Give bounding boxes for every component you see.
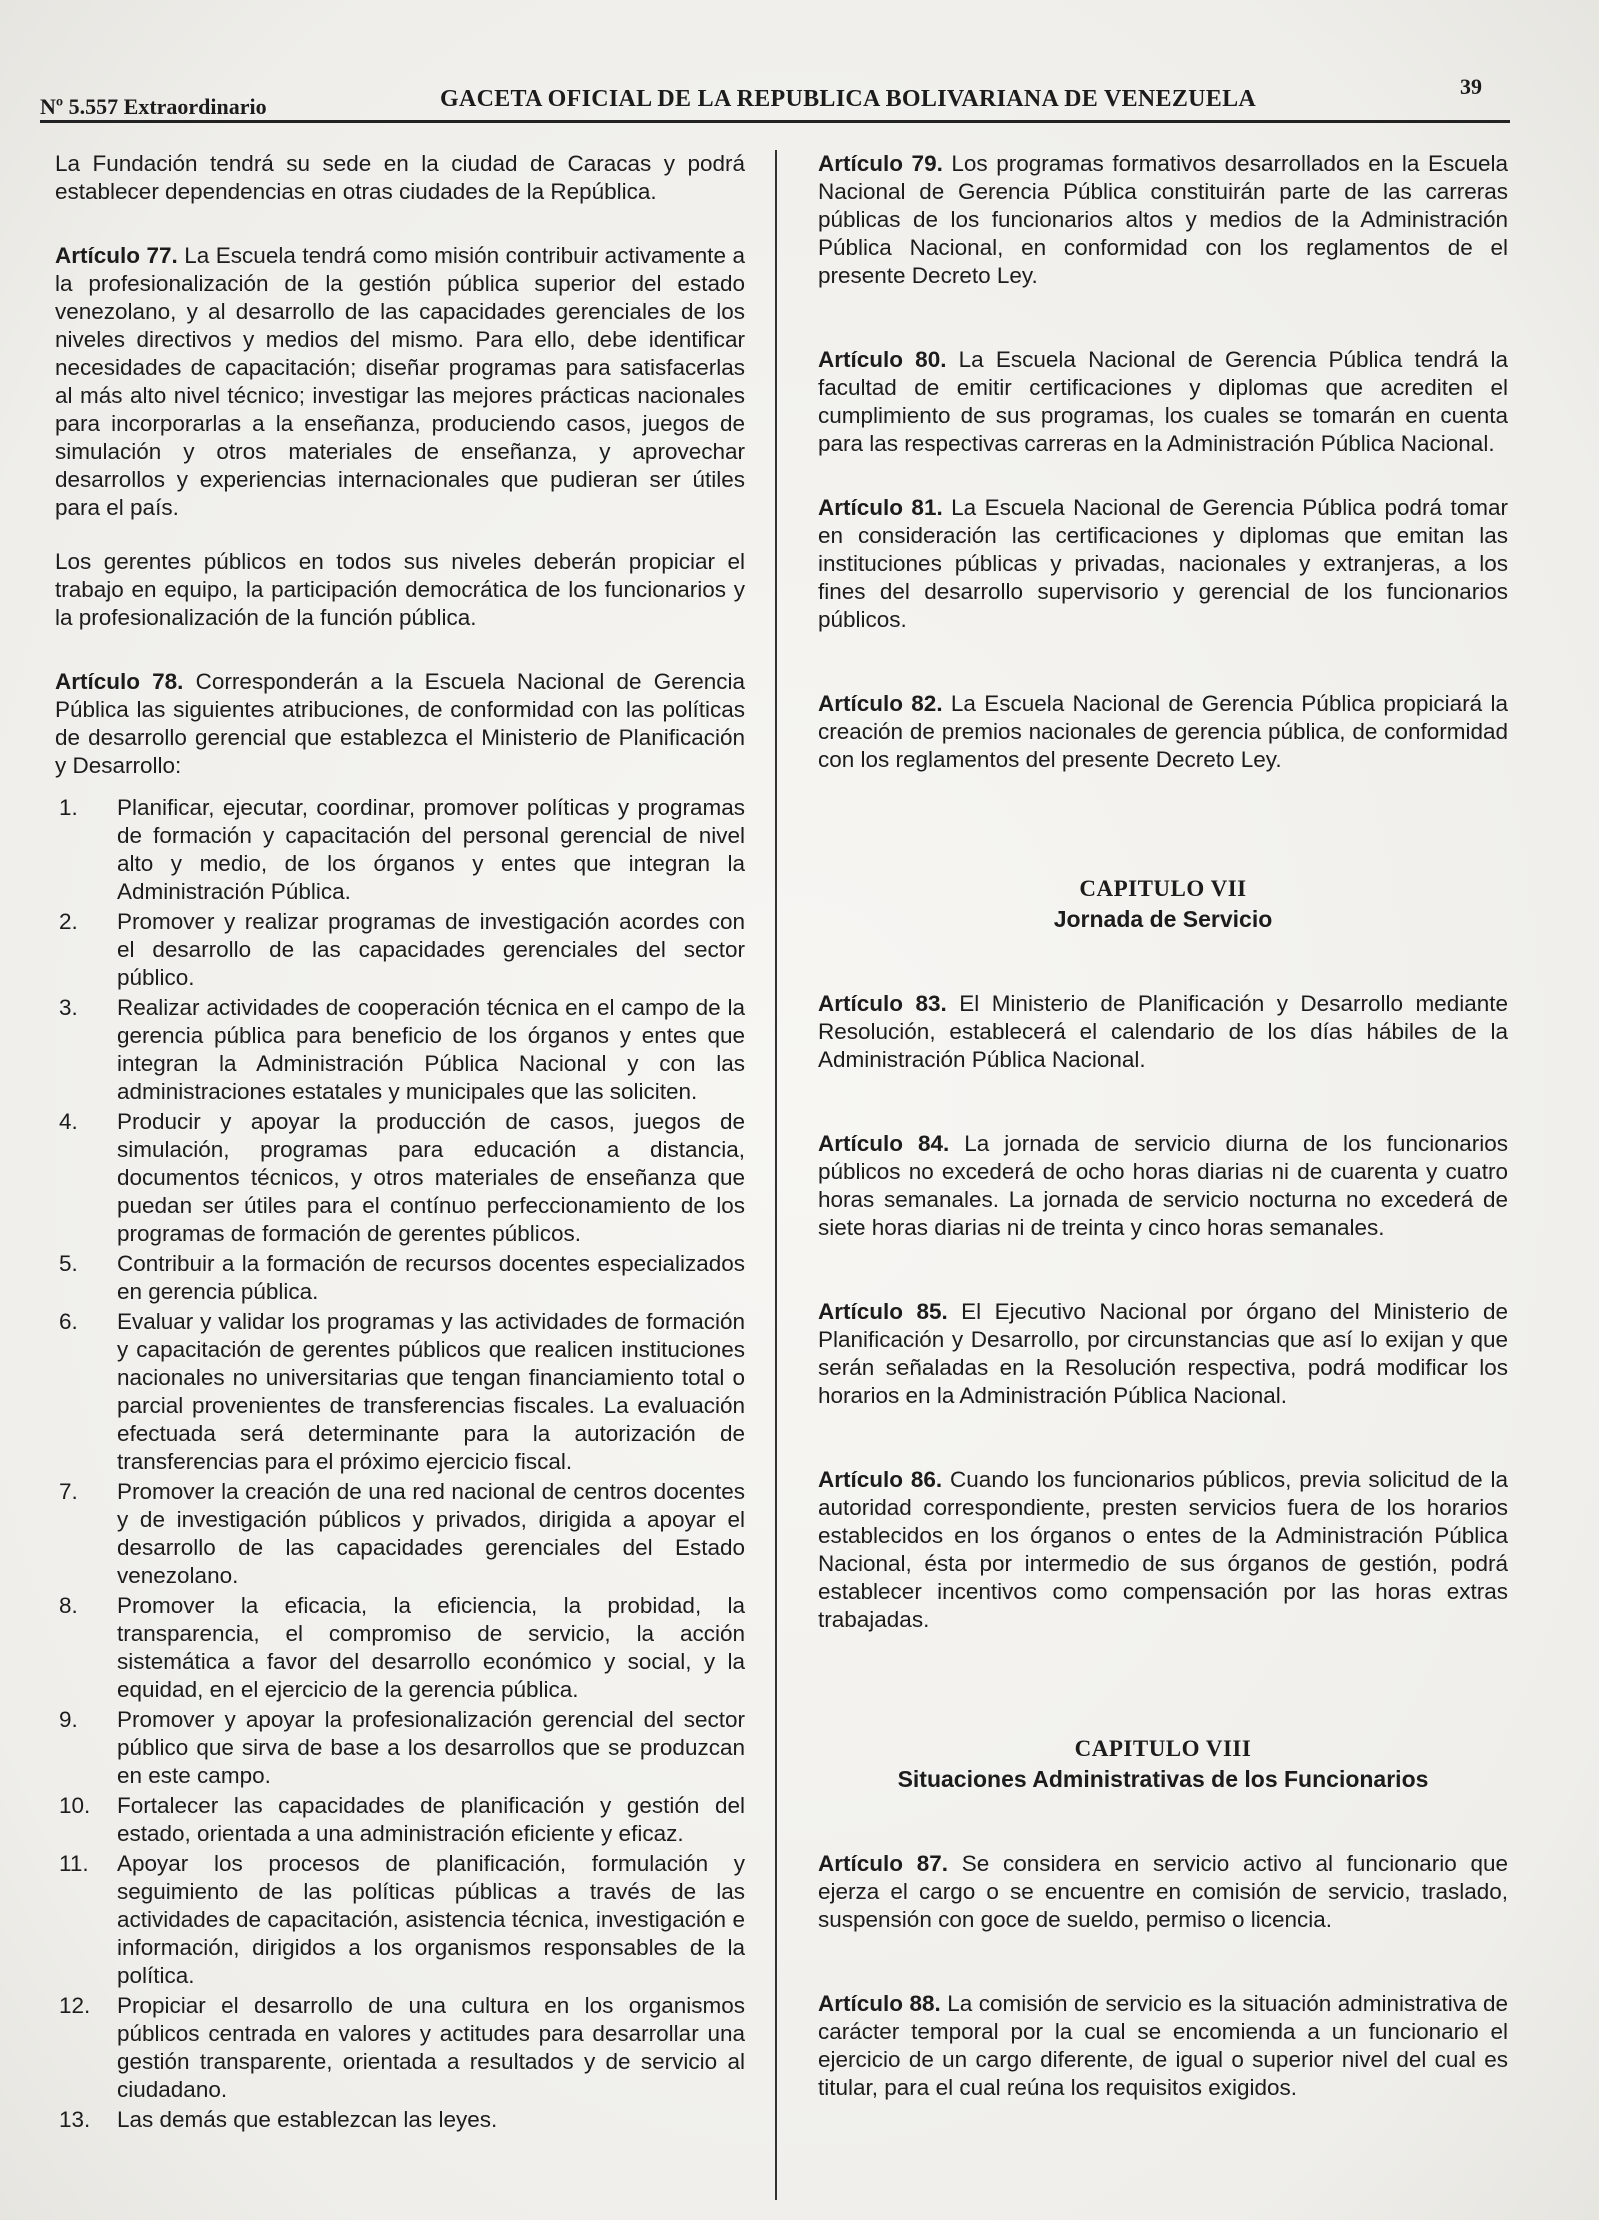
list-item-number: 5. [59,1251,78,1276]
article-83 [818,990,1508,1074]
list-item [55,1850,745,1990]
list-item [55,1250,745,1306]
list-item-number: 6. [59,1309,78,1334]
list-item-text: Promover la eficacia, la eficiencia, la probidad, la transparencia, el compromiso de servicio, la acción sistemática a favor del desarrollo económico y social, y la equidad, en el ejercicio de la gerencia pública. [117,1593,745,1702]
article-88-label: Artículo 88. [818,1991,941,2016]
article-80 [818,346,1508,458]
article-77-paragraph-2: Los gerentes públicos en todos sus niveles deberán propiciar el trabajo en equipo, la participación democrática de los funcionarios y la profesionalización de la función pública. [55,549,745,630]
list-item-number: 1. [59,795,78,820]
article-86-label: Artículo 86. [818,1467,943,1492]
article-84-label: Artículo 84. [818,1131,950,1156]
list-item [55,1308,745,1476]
article-81 [818,494,1508,634]
list-item-number: 10. [59,1793,91,1818]
list-item-text: Fortalecer las capacidades de planificación y gestión del estado, orientada a una administración eficiente y eficaz. [117,1793,745,1846]
chapter-8-number: CAPITULO VIII [1074,1736,1252,1761]
article-80-text: La Escuela Nacional de Gerencia Pública tendrá la facultad de emitir certificaciones y diplomas que acrediten el cumplimiento de sus programas, los cuales se tomarán en cuenta para las respectivas carreras en la Administración Pública Nacional. [818,347,1509,456]
article-88 [818,1990,1508,2102]
article-84-text: La jornada de servicio diurna de los funcionarios públicos no excederá de ocho horas diarias ni de cuarenta y cuatro horas semanales. La jornada de servicio nocturna no excederá de siete horas diarias ni de treinta y cinco horas semanales. [818,1131,1509,1240]
list-item [55,794,745,906]
article-87 [818,1850,1508,1934]
list-item [55,1706,745,1790]
article-81-text: La Escuela Nacional de Gerencia Pública podrá tomar en consideración las certificaciones y diplomas que emitan las instituciones públicas y privadas, nacionales y extranjeras, a los fines del desarrollo supervisorio y gerencial de los funcionarios públicos. [818,495,1509,632]
article-86-text: Cuando los funcionarios públicos, previa solicitud de la autoridad correspondiente, presten servicios fuera de los horarios establecidos en los órganos o entes de la Administración Pública Nacional, ésta por intermedio de sus órganos de gestión, podrá establecer incentivos como compensación por las horas extras trabajadas. [818,1467,1509,1632]
article-79-text: Los programas formativos desarrollados en la Escuela Nacional de Gerencia Pública constituirán parte de las carreras públicas de los funcionarios altos y medios de la Administración Pública Nacional, en conformidad con los reglamentos de el presente Decreto Ley. [818,151,1508,288]
article-80-label: Artículo 80. [818,347,947,372]
column-divider [775,150,777,2200]
list-item-text: Propiciar el desarrollo de una cultura en los organismos públicos centrada en valores y actitudes para desarrollar una gestión transparente, orientada a resultados y de servicio al ciudadano. [117,1993,745,2102]
chapter-8-heading [818,1734,1508,1794]
article-83-text: El Ministerio de Planificación y Desarrollo mediante Resolución, establecerá el calendario de los días hábiles de la Administración Pública Nacional. [818,991,1508,1072]
list-item-number: 4. [59,1109,78,1134]
page-header [40,72,1510,119]
issue-number: Nº 5.557 Extraordinario [40,94,267,119]
article-82-label: Artículo 82. [818,691,943,716]
article-78-text: Corresponderán a la Escuela Nacional de Gerencia Pública las siguientes atribuciones, de conformidad con las políticas de desarrollo gerencial que establezca el Ministerio de Planificación y Desarrollo: [55,669,746,778]
article-79-label: Artículo 79. [818,151,943,176]
chapter-7-number: CAPITULO VII [1079,876,1247,901]
article-85 [818,1298,1508,1410]
list-item-text: Realizar actividades de cooperación técnica en el campo de la gerencia pública para beneficio de los órganos y entes que integran la Administración Pública Nacional y con las administraciones estatales y municipales que las soliciten. [117,995,745,1104]
article-83-label: Artículo 83. [818,991,947,1016]
list-item-text: Evaluar y validar los programas y las actividades de formación y capacitación de gerentes públicos que realicen instituciones nacionales no universitarias que tengan financiamiento total o parcial provenientes de transferencias fiscales. La evaluación efectuada será determinante para la autorización de transferencias para el próximo ejercicio fiscal. [117,1309,745,1474]
gazette-title: GACETA OFICIAL DE LA REPUBLICA BOLIVARIANA DE VENEZUELA [440,86,1257,112]
article-82-text: La Escuela Nacional de Gerencia Pública propiciará la creación de premios nacionales de gerencia pública, de conformidad con los reglamentos del presente Decreto Ley. [818,691,1508,772]
chapter-8-title: Situaciones Administrativas de los Funcionarios [897,1766,1429,1792]
list-item-number: 13. [59,2107,91,2132]
list-item [55,2106,745,2134]
article-86 [818,1466,1508,1634]
article-77-text: La Escuela tendrá como misión contribuir activamente a la profesionalización de la gestión pública superior del estado venezolano, y al desarrollo de las capacidades gerenciales de los niveles directivos y medios del mismo. Para ello, debe identificar necesidades de capacitación; diseñar programas para satisfacerlas al más alto nivel técnico; investigar las mejores prácticas nacionales para incorporarlas a la enseñanza, produciendo casos, juegos de simulación y otros materiales de enseñanza, y aprovechar desarrollos y experiencias internacionales que pudieran ser útiles para el país. [55,243,746,520]
article-85-text: El Ejecutivo Nacional por órgano del Ministerio de Planificación y Desarrollo, por circunstancias que así lo exijan y que serán señaladas en la Resolución respectiva, podrá modificar los horarios en la Administración Pública Nacional. [818,1299,1508,1408]
list-item-number: 8. [59,1593,78,1618]
header-rule [40,120,1510,123]
article-82 [818,690,1508,774]
article-77-label: Artículo 77. [55,243,178,268]
list-item-number: 12. [59,1993,91,2018]
list-item-text: Las demás que establezcan las leyes. [117,2107,498,2132]
list-item-number: 11. [59,1851,89,1876]
article-78-label: Artículo 78. [55,669,184,694]
intro-paragraph: La Fundación tendrá su sede en la ciudad de Caracas y podrá establecer dependencias en otras ciudades de la República. [55,151,745,204]
article-79 [818,150,1508,290]
list-item [55,908,745,992]
article-87-label: Artículo 87. [818,1851,948,1876]
left-column [55,150,745,2136]
list-item [55,994,745,1106]
right-column [818,150,1508,2102]
article-85-label: Artículo 85. [818,1299,948,1324]
article-77 [55,242,745,522]
list-item-text: Contribuir a la formación de recursos docentes especializados en gerencia pública. [117,1251,745,1304]
list-item-number: 7. [59,1479,78,1504]
list-item [55,1992,745,2104]
article-78 [55,668,745,780]
list-item-text: Producir y apoyar la producción de casos, juegos de simulación, programas para educación a distancia, documentos técnicos, y otros materiales de enseñanza que puedan ser útiles para el contínuo perfeccionamiento de los programas de formación de gerentes públicos. [117,1109,745,1246]
chapter-7-heading [818,874,1508,934]
list-item-text: Promover la creación de una red nacional de centros docentes y de investigación públicos y privados, dirigida a apoyar el desarrollo de las capacidades gerenciales del Estado venezolano. [117,1479,745,1588]
list-item-number: 9. [59,1707,78,1732]
list-item [55,1478,745,1590]
article-78-list [55,794,745,2134]
list-item [55,1108,745,1248]
article-88-text: La comisión de servicio es la situación administrativa de carácter temporal por la cual se encomienda a un funcionario el ejercicio de un cargo diferente, de igual o superior nivel del cual es titular, para el cual reúna los requisitos exigidos. [818,1991,1508,2100]
list-item [55,1592,745,1704]
list-item-text: Planificar, ejecutar, coordinar, promover políticas y programas de formación y capacitación del personal gerencial de nivel alto y medio, de los órganos y entes que integran la Administración Pública. [117,795,745,904]
list-item-number: 3. [59,995,78,1020]
page-number: 39 [1460,74,1482,99]
list-item-text: Promover y realizar programas de investigación acordes con el desarrollo de las capacidades gerenciales del sector público. [117,909,745,990]
article-84 [818,1130,1508,1242]
article-81-label: Artículo 81. [818,495,943,520]
list-item-text: Promover y apoyar la profesionalización gerencial del sector público que sirva de base a los desarrollos que se produzcan en este campo. [117,1707,745,1788]
list-item-text: Apoyar los procesos de planificación, formulación y seguimiento de las políticas públicas a través de las actividades de capacitación, asistencia técnica, investigación e información, dirigidos a los organismos responsables de la política. [117,1851,745,1988]
list-item-number: 2. [59,909,78,934]
list-item [55,1792,745,1848]
chapter-7-title: Jornada de Servicio [1053,906,1273,932]
article-87-text: Se considera en servicio activo al funcionario que ejerza el cargo o se encuentre en comisión de servicio, traslado, suspensión con goce de sueldo, permiso o licencia. [818,1851,1508,1932]
